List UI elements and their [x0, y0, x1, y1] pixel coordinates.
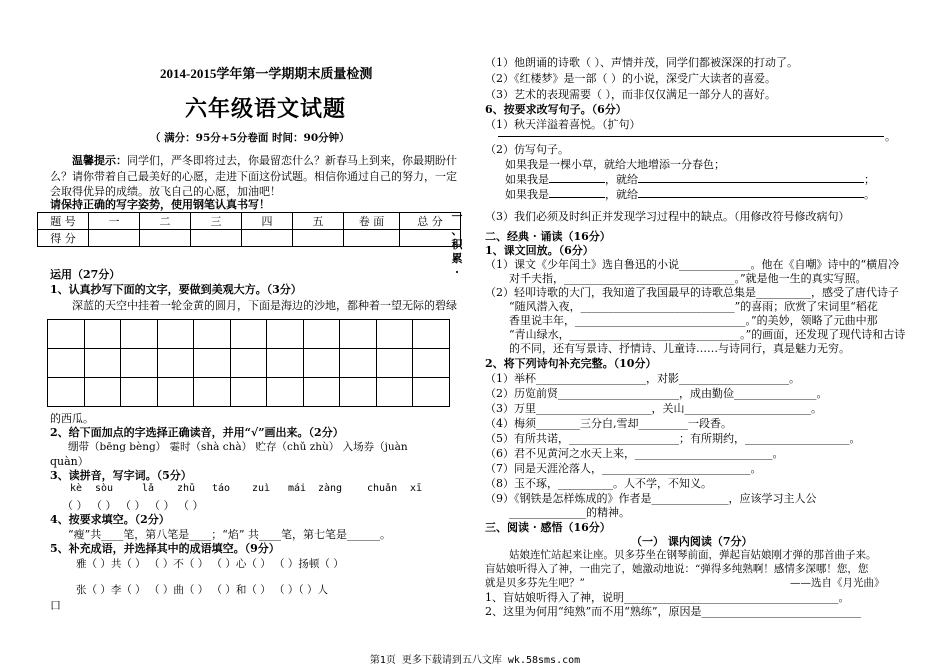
score-header-row [38, 213, 461, 230]
blank[interactable] [638, 172, 864, 183]
score-header-cell: 二 [140, 213, 191, 230]
pinyin-answer-brackets[interactable]: （ ） （ ） （ ） （ ） （ ） [62, 499, 204, 512]
recall-1a[interactable]: （1）课文《少年闰土》选自鲁迅的小说_____________。他在《自嘲》诗中的“横眉冷 [485, 258, 900, 271]
score-header-cell: 卷 面 [344, 213, 400, 230]
poem-4[interactable]: （4）梅须________三分白,雪却_________一段香。 [485, 417, 732, 430]
imitate-line-2[interactable]: 如果我是 ，就给 。 [505, 188, 875, 201]
score-cell [191, 230, 242, 247]
pinyin: xī [410, 483, 423, 494]
pinyin: zhǔ [177, 483, 196, 494]
exam-title: 2014-2015学年第一学期期末质量检测 [160, 66, 373, 81]
question-6-2: （2）仿写句子。 [485, 143, 569, 156]
reading-question-1[interactable]: 1、盲姑娘听得入了神，说明_______________________________________。 [485, 591, 850, 604]
question-2-1: 1、课文回放。（6分） [485, 244, 594, 257]
score-cell [293, 230, 344, 247]
tip-line-3: 会取得优异的成绩。放飞自己的心愿，加油吧！ [50, 185, 281, 198]
score-header-cell: 三 [191, 213, 242, 230]
section-side-label [451, 210, 463, 280]
imitate-prefix: 如果我是 [505, 188, 549, 201]
poem-8[interactable]: （8）玉不琢，__________。人不学，不知义。 [485, 477, 712, 490]
reading-line-3: 就是贝多芬先生吧？” [485, 577, 585, 589]
score-table [37, 212, 461, 247]
reading-title: （一） 课内阅读（7分） [631, 535, 753, 548]
reading-question-2[interactable]: 2、这里为何用“纯熟”而不用“熟练”，原因是_____________________________ [485, 605, 861, 618]
writing-notice: 请保持正确的写字姿势，使用钢笔认真书写！ [50, 198, 270, 211]
score-cell [89, 230, 140, 247]
answer-line[interactable] [498, 128, 884, 137]
poem-2[interactable]: （2）历览前贤______________________，成由勤俭_______________。 [485, 387, 828, 400]
poem-9a[interactable]: （9）《钢铁是怎样炼成的》作者是______________，应该学习主人公 [485, 492, 817, 505]
pinyin: táo [212, 483, 231, 494]
pinyin: lǎ [142, 483, 155, 494]
blank[interactable] [549, 172, 605, 183]
pronunciation-line-2: quàn） [50, 455, 89, 468]
score-cell [344, 230, 400, 247]
imitate-line-1[interactable]: 如果我是 ，就给 ； [505, 173, 875, 186]
pinyin: zuì [252, 483, 271, 494]
imitate-mid: ，就给 [605, 173, 638, 186]
idiom-line-3: 口 [50, 599, 61, 612]
imitate-prefix: 如果我是 [505, 173, 549, 186]
question-6-1: （1）秋天洋溢着喜悦。（扩句） [485, 118, 641, 131]
recall-2a[interactable]: （2）轻叩诗歌的大门，我知道了我国最早的诗歌总集是__________，感受了唐代诗子 [485, 286, 899, 299]
poem-9b[interactable]: ______________的精神。 [509, 506, 630, 519]
score-header-cell: 四 [242, 213, 293, 230]
idiom-line-2[interactable]: 张（ ）李（ ） （ ）曲（ ） （ ）和（ ） （ ）（ ）人 [76, 584, 328, 596]
pinyin: chuǎn [367, 483, 398, 494]
idiom-line-1[interactable]: 雅（ ）共（ ） （ ）不（ ） （ ）心（ ） （ ）扬顿（ ） [76, 558, 344, 570]
score-value-row [38, 230, 461, 247]
reading-line-1: 姑娘连忙站起来让座。贝多芬坐在钢琴前面，弹起盲姑娘刚才弹的那首曲子来。 [509, 549, 877, 561]
fill-3[interactable]: （3）艺术的表现需要（ ），而非仅仅满足一部分人的喜好。 [485, 88, 776, 101]
page-footer: 第1页 更多下载请到五八文库 wk.58sms.com [369, 655, 581, 666]
side-char: 累 [451, 252, 463, 265]
pinyin: kè [70, 483, 83, 494]
pronunciation-line-1: 绷带（bēng bèng） 霎时（shà chà） 贮存（chǔ zhù） 入场券（juàn [68, 441, 408, 453]
question-1: 1、认真抄写下面的文字，要做到美观大方。（3分） [50, 283, 302, 296]
tip-line-2: 么？请你带着自己最美好的心愿，走进下面这份试题。相信你通过自己的努力，一定 [50, 170, 457, 183]
question-6-3: （3）我们必须及时纠正并发现学习过程中的缺点。（用修改符号修改病句） [485, 210, 850, 223]
question-4: 4、按要求填空。（2分） [50, 513, 170, 526]
question-5: 5、补充成语，并选择其中的成语填空。（9分） [50, 542, 280, 555]
pinyin: zàng [318, 483, 343, 494]
pinyin: sòu [95, 483, 114, 494]
exam-meta: （ 满分：95分+5分卷面 时间：90分钟） [150, 132, 350, 144]
score-header-cell: 题 号 [38, 213, 89, 230]
copy-text-tail: 的西瓜。 [50, 412, 94, 425]
side-char: 、 [451, 224, 463, 237]
score-header-cell: 一 [89, 213, 140, 230]
question-2-2: 2、将下列诗句补充完整。（10分） [485, 357, 657, 370]
imitate-mid: ，就给 [605, 188, 638, 201]
score-cell [242, 230, 293, 247]
pinyin: mái [288, 483, 307, 494]
side-char: 一 [451, 210, 463, 223]
poem-5[interactable]: （5）有所共诺，____________________；有所期约，___________________。 [485, 432, 861, 445]
fill-1[interactable]: （1）他朗诵的诗歌（ ）、声情并茂，同学们都被深深的打动了。 [485, 56, 798, 69]
section-2: 二、经典 · 诵读（16分） [485, 230, 611, 243]
blank[interactable] [638, 187, 864, 198]
blank[interactable] [549, 187, 605, 198]
recall-2b[interactable]: “随风潜入夜，____________________________”的喜雨；欣赏了宋词里“稻花 [509, 300, 878, 313]
score-row-label: 得 分 [38, 230, 89, 247]
recall-2e: 的不同，还有写景诗、抒情诗、儿童诗……与诗同行，真是魅力无穷。 [509, 342, 850, 355]
copy-text: 深蓝的天空中挂着一轮金黄的圆月，下面是海边的沙地，都种着一望无际的碧绿 [72, 299, 457, 312]
section-yunyong: 运用（27分） [50, 268, 121, 281]
score-header-cell: 总 分 [400, 213, 461, 230]
exam-subject-title: 六年级语文试题 [185, 96, 347, 122]
section-3: 三、阅读 · 感悟（16分） [485, 521, 611, 534]
poem-6[interactable]: （6）君不见黄河之水天上来，_________________________。 [485, 447, 784, 460]
poem-3[interactable]: （3）万里_____________________，关山_______________________。 [485, 402, 822, 415]
tip-label: 温馨提示： [72, 154, 127, 167]
score-cell [140, 230, 191, 247]
poem-1[interactable]: （1）举杯____________________，对影____________________。 [485, 372, 800, 385]
reading-line-2: 盲姑娘听得入了神，一曲完了，她激动地说：“弹得多纯熟啊！感情多深哪！您，您 [485, 563, 869, 575]
recall-2c[interactable]: 香里说丰年，_______________________________。”的美妙，领略了元曲中那 [509, 314, 878, 327]
reading-source: ——选自《月光曲》 [790, 577, 885, 589]
fill-2[interactable]: （2）《红楼梦》是一部（ ）的小说，深受广大读者的喜爱。 [485, 72, 776, 85]
recall-1b[interactable]: 对千夫指，_______________________________。”就是他一生的真实写照。 [509, 272, 867, 285]
example-sentence: 如果我是一棵小草，就给大地增添一分春色； [505, 158, 725, 171]
tip-text-1: 同学们，严冬即将过去，你最留恋什么？新春马上到来，你最期盼什 [127, 154, 457, 167]
score-header-cell: 五 [293, 213, 344, 230]
side-char: · [455, 266, 459, 279]
question-2: 2、给下面加点的字选择正确读音，并用“√”画出来。（2分） [50, 426, 344, 439]
poem-7[interactable]: （7）同是天涯沦落人，___________________________。 [485, 462, 762, 475]
question-3: 3、读拼音，写字词。（5分） [50, 469, 192, 482]
writing-grid[interactable] [47, 319, 450, 407]
stroke-question[interactable]: “瘦”共____笔，第八笔是____；“焰” 共____笔，第七笔是______。 [68, 528, 391, 541]
question-6: 6、按要求改写句子。（6分） [485, 103, 627, 116]
side-char: 积 [451, 238, 463, 251]
recall-2d[interactable]: “青山绿水，_______________________________。”的画面，还发现了现代诗和古诗 [509, 328, 906, 341]
tip-line-1 [72, 152, 457, 168]
